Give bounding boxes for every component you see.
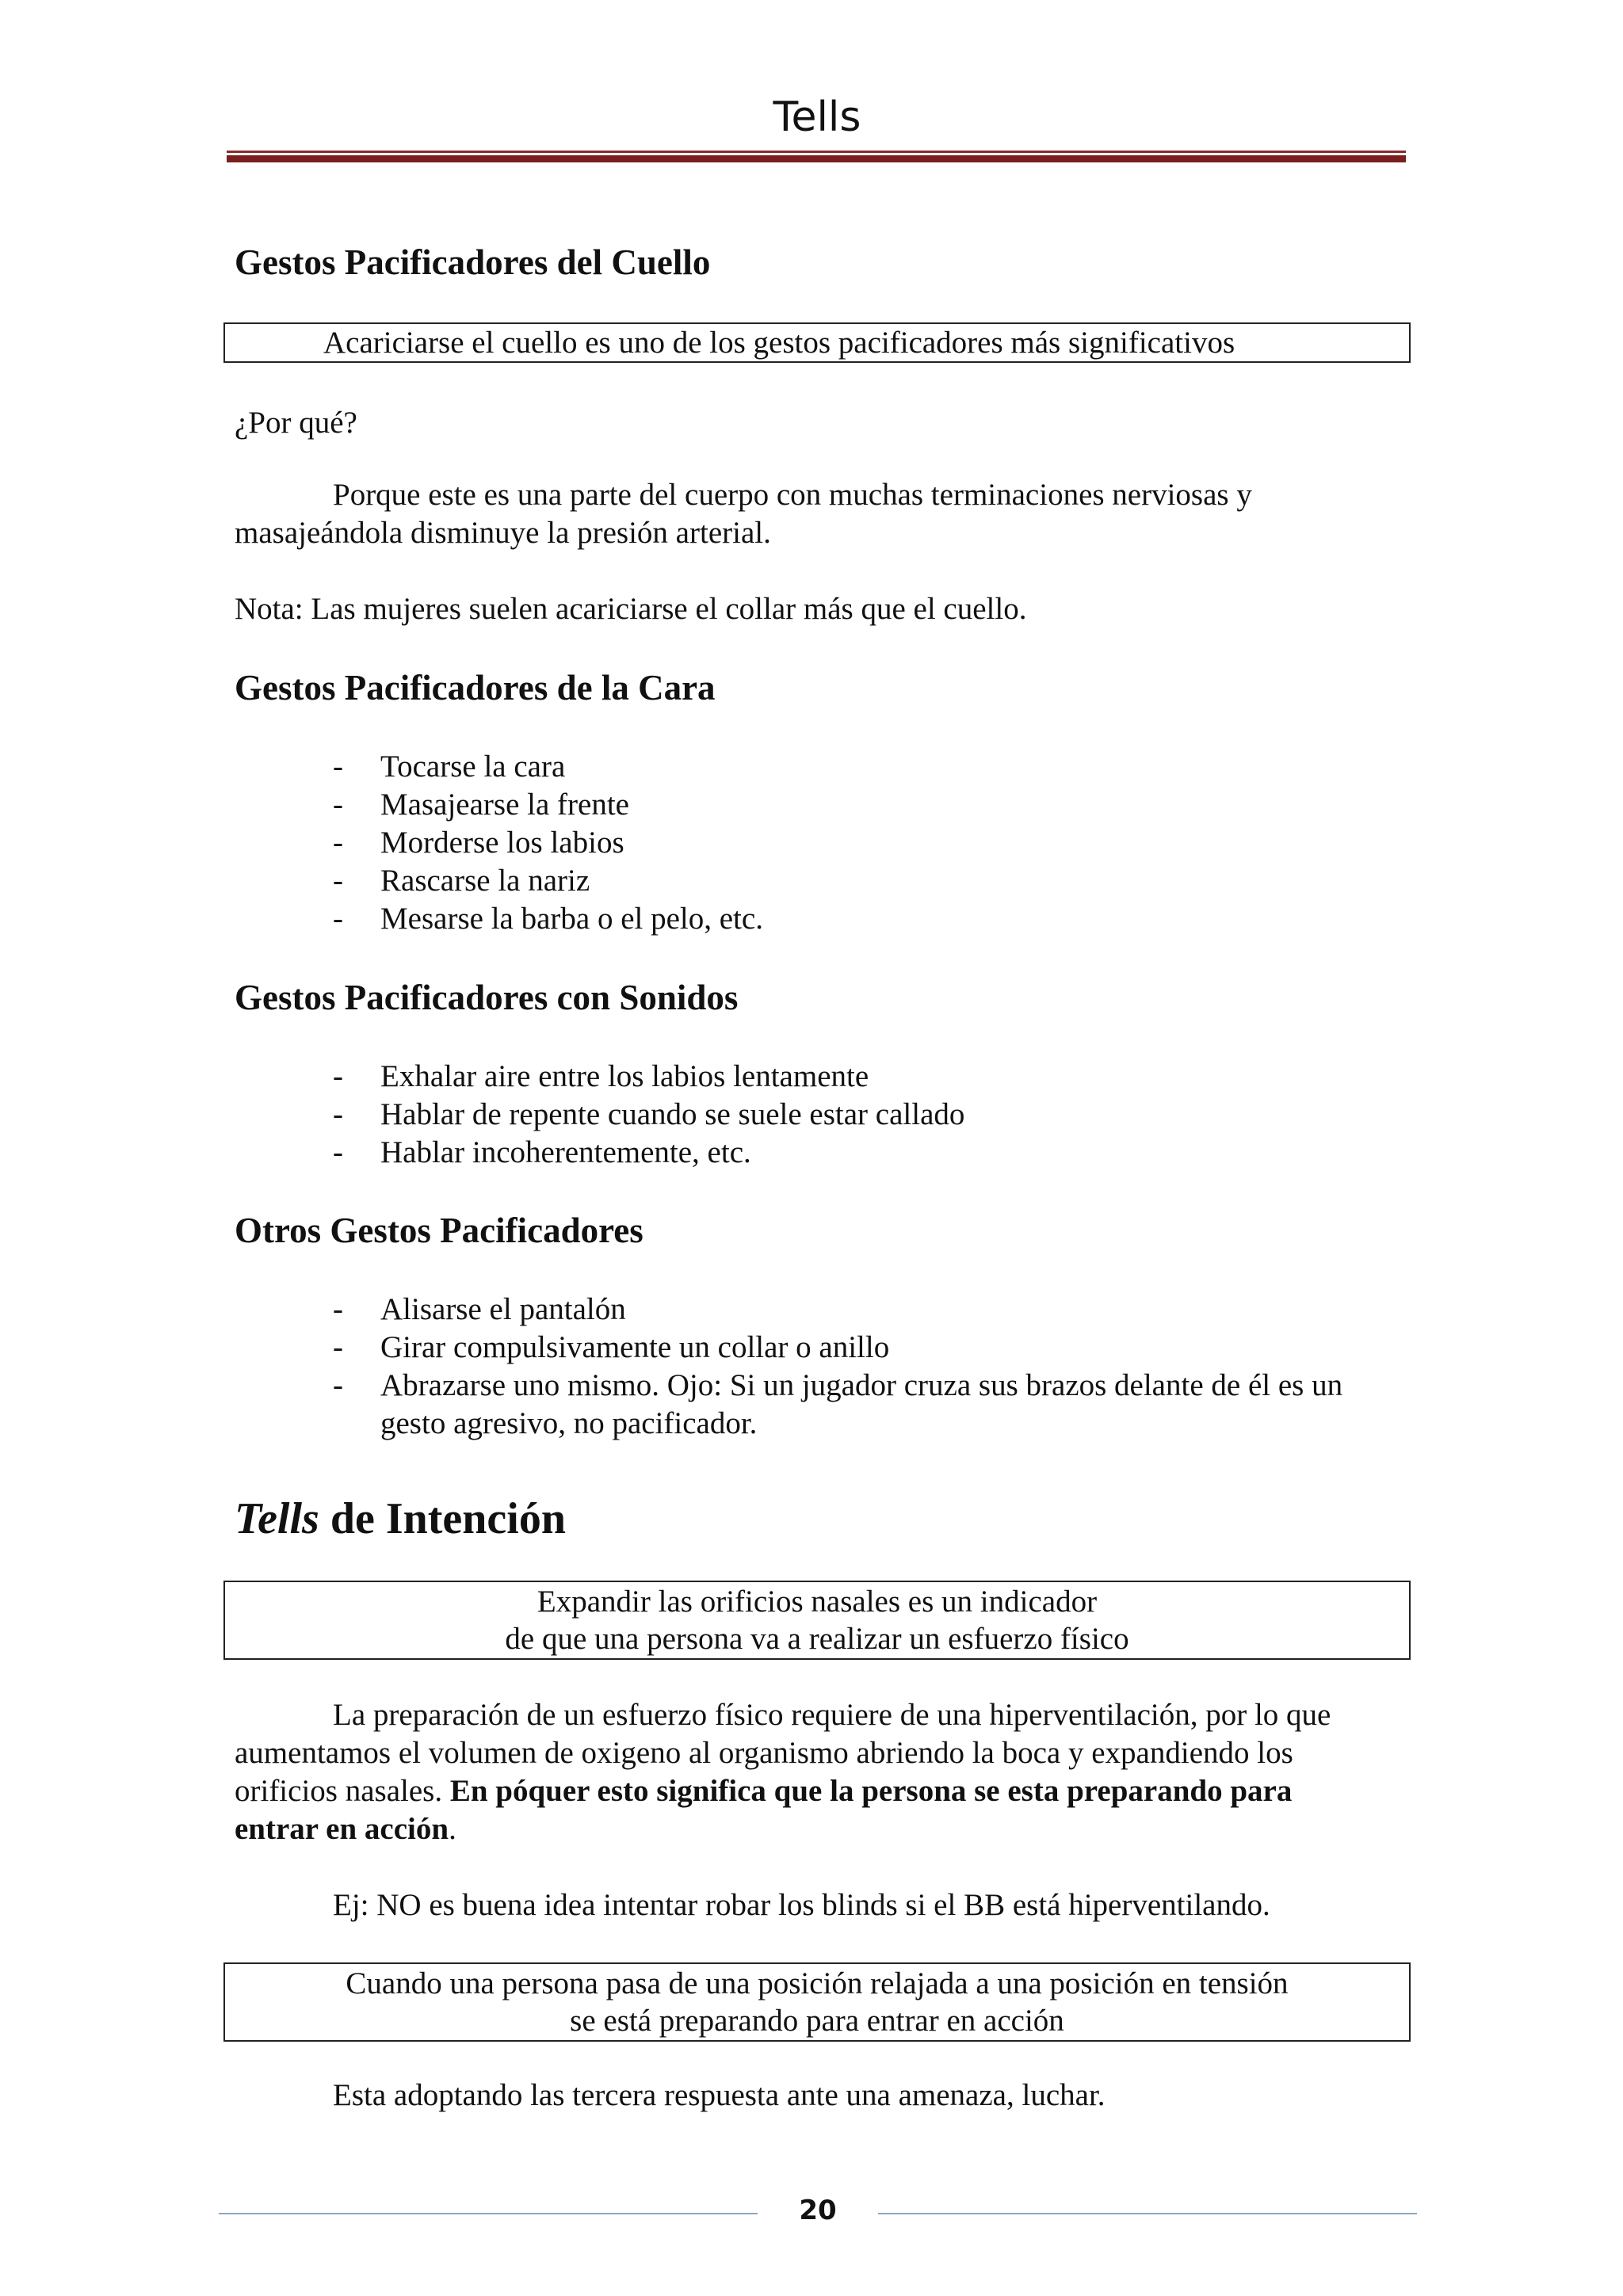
list-item: - Morderse los labios [333,824,1411,862]
list-item: - Hablar de repente cuando se suele estar callado [333,1096,1411,1134]
list-item: - Exhalar aire entre los labios lentamente [333,1058,1411,1096]
answer-paragraph: Porque este es una parte del cuerpo con muchas terminaciones nerviosas y masajeándola disminuye la presión arterial. [235,478,1252,550]
list-marker: - [333,1330,343,1364]
list-marker: - [333,1292,343,1326]
list-item: - Abrazarse uno mismo. Ojo: Si un jugador cruza sus brazos delante de él es un gesto agresivo, no pacificador. [333,1368,1343,1440]
footer-rule-left [219,2213,758,2214]
list-marker: - [333,864,343,898]
heading-cara: Gestos Pacificadores de la Cara [235,668,716,707]
note-paragraph: Nota: Las mujeres suelen acariciarse el collar más que el cuello. [235,592,1027,626]
paragraph-preparacion: La preparación de un esfuerzo físico requiere de una hiperventilación, por lo que aumentamos el volumen de oxigeno al organismo abriendo la boca y expandiendo los orificios nasales. En póquer esto significa que la persona se esta preparando para entrar en acción. [235,1698,1331,1846]
list-marker: - [333,749,343,784]
list-item: - Alisarse el pantalón [333,1291,1411,1329]
heading-otros: Otros Gestos Pacificadores [235,1211,643,1250]
list-marker: - [333,1135,343,1169]
heading-sonidos: Gestos Pacificadores con Sonidos [235,978,739,1017]
list-item: - Rascarse la nariz [333,862,1411,900]
header-rule-thick [227,155,1406,162]
list-marker: - [333,1097,343,1131]
list-item: - Masajearse la frente [333,786,1411,824]
example-paragraph: Ej: NO es buena idea intentar robar los blinds si el BB está hiperventilando. [333,1888,1270,1922]
list-marker: - [333,788,343,822]
heading-intencion [235,1493,566,1544]
list-otros [333,1291,1411,1443]
header-rule-thin [227,151,1406,153]
list-marker: - [333,1059,343,1093]
list-cara [333,748,1411,938]
page-number: 20 [799,2195,837,2226]
heading-cuello: Gestos Pacificadores del Cuello [235,242,711,282]
list-marker: - [333,1368,343,1402]
list-item: - Tocarse la cara [333,748,1411,786]
highlight-box-tension: Cuando una persona pasa de una posición relajada a una posición en tensión se está preparando para entrar en acción [223,1962,1411,2042]
list-sonidos [333,1058,1411,1172]
highlight-box-cuello: Acariciarse el cuello es uno de los gestos pacificadores más significativos [223,322,1411,363]
highlight-box-nasal: Expandir las orificios nasales es un indicador de que una persona va a realizar un esfuerzo físico [223,1581,1411,1660]
list-item: - Mesarse la barba o el pelo, etc. [333,900,1411,938]
heading-intencion-rest: de Intención [319,1494,566,1543]
bold-emphasis: En póquer esto significa que la persona se esta preparando para entrar en acción [235,1774,1293,1846]
list-item: - Girar compulsivamente un collar o anillo [333,1329,1411,1367]
heading-intencion-italic: Tells [235,1494,319,1543]
footer-rule-right [878,2213,1417,2214]
closing-paragraph: Esta adoptando las tercera respuesta ante una amenaza, luchar. [333,2078,1106,2112]
list-marker: - [333,902,343,936]
question-text: ¿Por qué? [235,406,357,440]
list-marker: - [333,826,343,860]
running-header: Tells [773,93,861,141]
list-item: - Hablar incoherentemente, etc. [333,1134,1411,1172]
